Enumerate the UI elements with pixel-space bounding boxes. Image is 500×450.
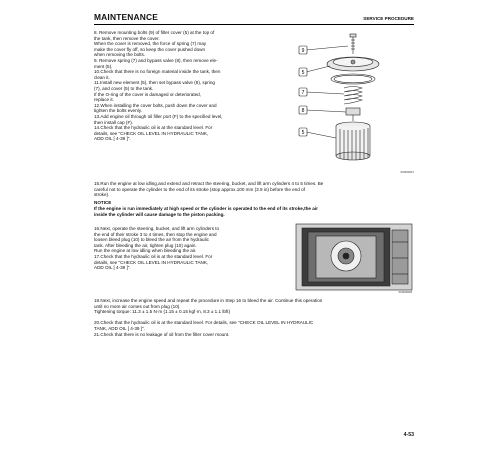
step-line: details, see "CHECK OIL LEVEL IN HYDRAULIC TANK, (94, 130, 209, 136)
section-subtitle: SERVICE PROCEDURE (363, 16, 414, 21)
step-line: the tank, then remove the cover. (94, 35, 160, 41)
step-line: 18.Next, increase the engine speed and repeat the procedure in Step 16 to bleed the air. Continue this operation (94, 298, 323, 303)
step-line: 11.Install new element (5), then set bypass valve (8), spring (94, 80, 215, 86)
step-line: 8. Remove mounting bolts (9) of filter cover (5) at the top of (94, 30, 215, 35)
step-line: TANK, ADD OIL [ 4-39 ]". (94, 325, 145, 331)
section-title: MAINTENANCE (94, 12, 159, 22)
step-line: when removing the bolts. (94, 52, 146, 58)
step-line: ADD OIL [ 4-39 ]". (94, 136, 131, 142)
step-line: clean it. (94, 74, 110, 80)
callout-5-element: 5 (301, 130, 305, 136)
step-line: the end of their stroke 3 to 4 times, then stop the engine and (94, 231, 217, 237)
step-line: loosen bleed plug (10) to bleed the air from the hydraulic (94, 237, 209, 243)
step-line: (7), and cover (5) to the tank. (94, 85, 154, 91)
figure1-code: XUR00047 (400, 170, 414, 174)
step-line: 21.Check that there is no leakage of oil from the filter cover mount. (94, 331, 230, 337)
step-line: Run the engine at low idling when bleeding the air. (94, 248, 197, 254)
step-line: then install cap (F). (94, 119, 134, 125)
notice-line: inside the cylinder will cause damage to the piston packing. (94, 211, 225, 217)
figure2-code: XUR00048 (398, 290, 412, 294)
step-line: replace it. (94, 97, 114, 103)
step-line: 9. Remove spring (7) and bypass valve (8), then remove ele- (94, 57, 218, 63)
step-15 (94, 181, 323, 198)
step-line: Tightening torque: 11.3 ± 1.5 N·m {1.15 ± 0.15 kgf·m, 8.3 ± 1.1 lbft} (94, 309, 231, 315)
step-line: until no more air comes out from plug (10). (94, 303, 181, 309)
step-line: stroke). (94, 192, 110, 198)
notice-label: NOTICE (94, 200, 112, 205)
step-line: 10.Check that there is no foreign material inside the tank, then (94, 69, 221, 75)
step-line: ADD OIL [ 4-39 ]". (94, 265, 131, 271)
step-line: ment (5). (94, 63, 113, 69)
filter-exploded-drawing (290, 28, 416, 176)
step-line: tighten the bolts evenly. (94, 108, 142, 114)
step-line: 13.Add engine oil through oil filler port (F) to the specified level, (94, 113, 223, 119)
step-line: 14.Check that the hydraulic oil is at the standard level. For (94, 125, 213, 131)
step-line: If the O-ring of the cover is damaged or deteriorated, (94, 91, 201, 97)
page-number: 4-53 (403, 432, 414, 438)
steps-18-21 (94, 298, 322, 337)
callout-5-cover: 5 (301, 70, 305, 76)
step-line: tank. After bleeding the air, tighten plug (10) again. (94, 242, 197, 248)
header-rule (94, 24, 414, 25)
notice-line: If the engine is run immediately at high speed or the cylinder is operated to the end of its stroke,the air (94, 206, 318, 211)
step-line: make the cover fly off, so keep the cover pushed down (94, 46, 205, 52)
filter-exploded-figure (290, 28, 416, 176)
step-line: 16.Next, operate the steering, bucket, and lift arm cylinders to (94, 226, 220, 231)
steps-16-17 (94, 226, 219, 271)
step-line: 12.When installing the cover bolts, push down the cover and (94, 102, 217, 108)
callout-8: 8 (301, 108, 305, 114)
step-line: 17.Check that the hydraulic oil is at the standard level. For (94, 253, 213, 259)
step-line: details, see "CHECK OIL LEVEL IN HYDRAULIC TANK, (94, 259, 209, 265)
step-line: When the cover is removed, the force of spring (7) may (94, 41, 207, 47)
step-line: 20.Check that the hydraulic oil is at the standard level. For details, see "CHECK OIL LEVEL IN HYDRAULIC (94, 320, 314, 326)
steps-8-14 (94, 30, 222, 142)
callout-7: 7 (301, 90, 305, 96)
bleed-plug-figure (292, 218, 416, 298)
step-line: 15.Run the engine at low idling,and extend and retract the steering, bucket, and lift arm cylinders 4 to 5 times. Be (94, 181, 324, 186)
notice-text (94, 206, 318, 217)
step-line: careful not to operate the cylinder to the end of its stroke (stop approx.100 mm (3.9 in) before the end of (94, 186, 305, 192)
bleed-plug-drawing (292, 218, 416, 298)
callout-9: 9 (301, 48, 305, 54)
